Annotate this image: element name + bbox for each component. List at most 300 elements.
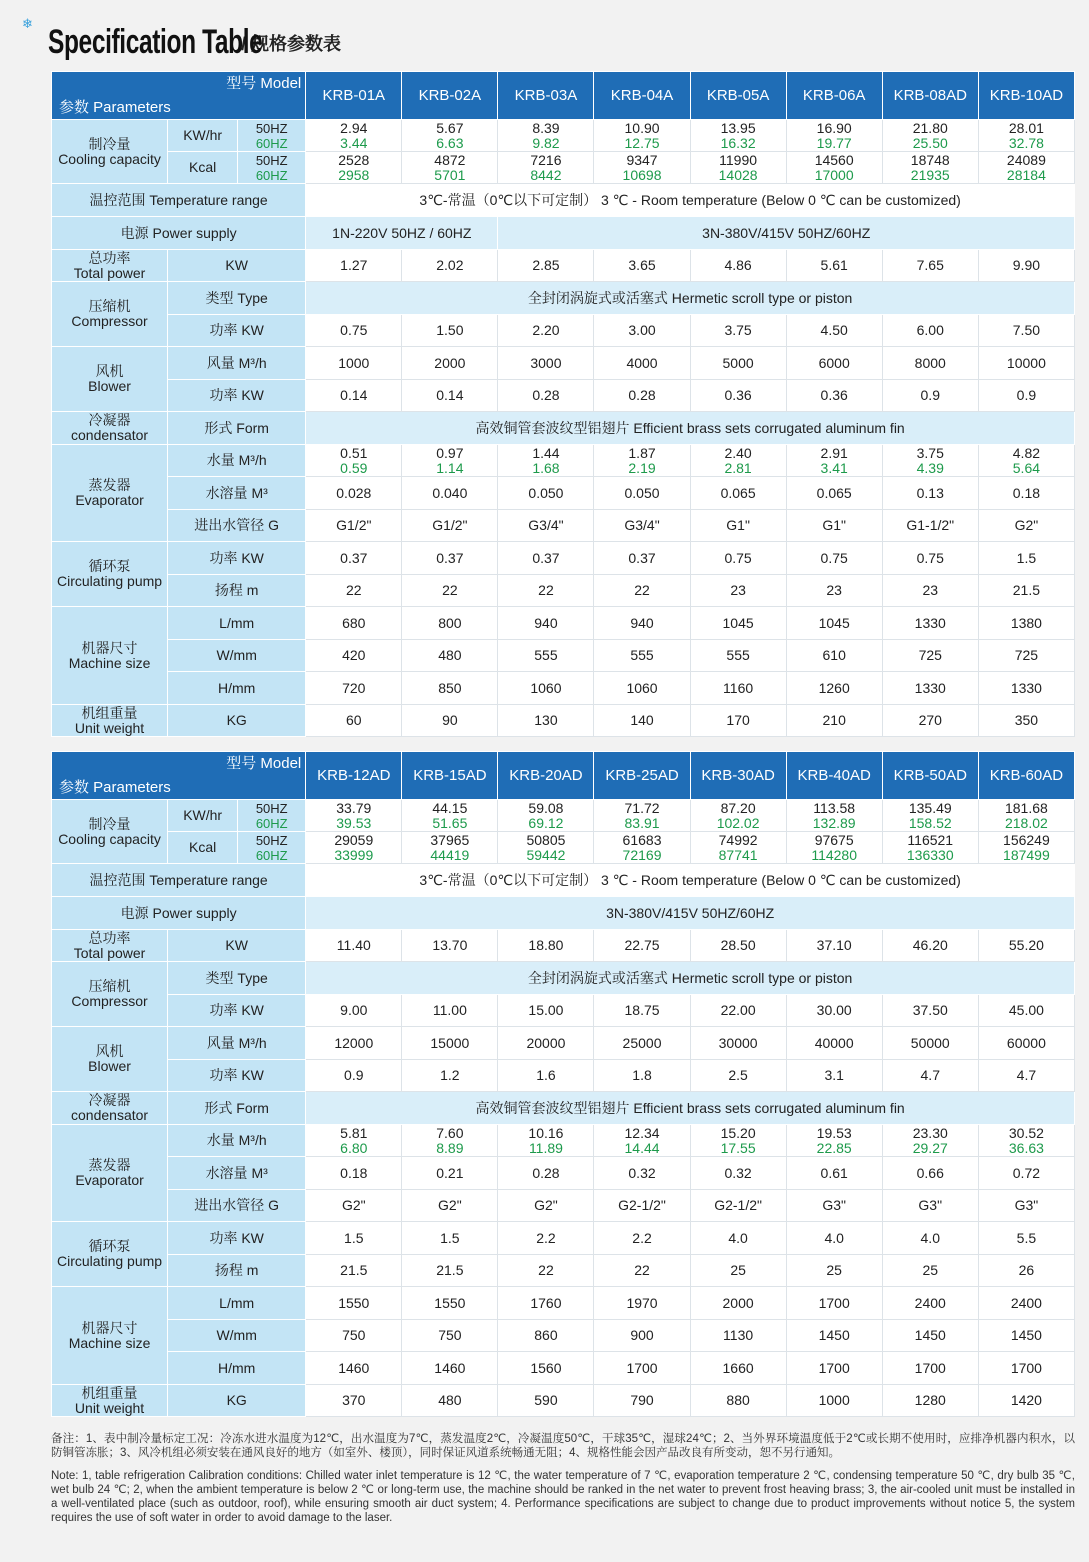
unit-label: KG [168,1385,306,1417]
model-header: KRB-12AD [306,752,402,800]
line-1: 压缩机 [88,298,131,314]
water-volume-cell: 0.28 [498,1157,594,1190]
height-cell: 1330 [978,672,1074,705]
airflow-cell: 25000 [594,1027,690,1060]
weight-cell: 1280 [882,1385,978,1417]
weight-cell: 880 [690,1385,786,1417]
blower-kw-cell: 0.14 [402,380,498,412]
width-cell: 1450 [786,1320,882,1352]
water-flow-cell [594,1125,690,1157]
total-power-cell: 3.65 [594,250,690,282]
unit-label: W/mm [168,640,306,672]
unit-label: H/mm [168,1352,306,1385]
line-1: 冷凝器 [88,1092,131,1108]
model-label: 型号 Model [226,75,302,92]
airflow-cell: 1000 [306,347,402,380]
line-1: 29059 [334,831,374,848]
cooling-kw-cell [498,800,594,832]
width-cell: 725 [882,640,978,672]
line-1: 循环泵 [88,1238,131,1254]
line-2: 187499 [1003,846,1050,863]
height-cell: 1560 [498,1352,594,1385]
length-cell: 940 [594,607,690,640]
cooling-kw-cell [594,800,690,832]
unit-label: H/mm [168,672,306,705]
line-1: 18748 [910,151,950,168]
line-2: 2.81 [724,459,752,476]
line-2: 39.53 [336,814,372,831]
line-1: 74992 [718,831,758,848]
pump-head-cell: 25 [786,1255,882,1287]
table-row [52,1157,1075,1190]
blower-kw-cell: 0.36 [690,380,786,412]
line-2: 1.68 [532,459,560,476]
blower-kw-cell: 1.8 [594,1060,690,1092]
total-power-cell: 37.10 [786,930,882,962]
weight-cell: 140 [594,705,690,737]
line-2: 17000 [814,166,854,183]
pipe-size-cell: G1/2" [402,510,498,542]
unit-label: Kcal [168,832,238,864]
unit-label: 风量 M³/h [168,1027,306,1060]
table-row [52,250,1075,282]
total-power-cell: 2.85 [498,250,594,282]
page-header [22,12,341,62]
height-cell: 1060 [594,672,690,705]
height-cell: 1330 [882,672,978,705]
table-row [52,1060,1075,1092]
line-1: 50805 [526,831,566,848]
line-2: Blower [88,1058,131,1074]
line-1: 14560 [814,151,854,168]
cooling-label [52,800,168,864]
line-2: 114280 [811,846,858,863]
line-2: 60HZ [255,167,288,183]
table-row [52,510,1075,542]
model-header: KRB-06A [786,72,882,120]
pump-head-cell: 26 [978,1255,1074,1287]
total-power-cell: 11.40 [306,930,402,962]
line-2: 5701 [434,166,466,183]
line-1: 116521 [907,831,954,848]
line-1: 5.67 [436,119,464,136]
cooling-kw-cell [498,120,594,152]
pipe-size-cell: G1" [690,510,786,542]
line-2: 36.63 [1008,1139,1044,1156]
water-volume-cell: 0.050 [594,477,690,510]
line-1: 蒸发器 [88,1157,131,1173]
line-1: 4.82 [1012,444,1041,461]
water-flow-cell [402,445,498,477]
pump-kw-cell: 4.0 [690,1222,786,1255]
width-cell: 1450 [978,1320,1074,1352]
total-power-cell: 7.65 [882,250,978,282]
cooling-kw-cell [690,120,786,152]
table-row [52,864,1075,897]
compressor-kw-cell: 45.00 [978,995,1074,1027]
table-row [52,477,1075,510]
model-header: KRB-08AD [882,72,978,120]
blower-kw-cell: 0.28 [498,380,594,412]
compressor-type-value: 全封闭涡旋式或活塞式 Hermetic scroll type or piston [306,962,1075,995]
unit-label: 功率 KW [168,380,306,412]
unit-label: 水量 M³/h [168,1125,306,1157]
line-2: Total power [73,264,146,281]
airflow-cell: 8000 [882,347,978,380]
unit-label: 扬程 m [168,1255,306,1287]
line-2: 21935 [910,166,950,183]
line-2: 3.41 [820,459,848,476]
pipe-size-cell: G2-1/2" [690,1190,786,1222]
line-2: 16.32 [720,134,756,151]
unit-label: KG [168,705,306,737]
weight-cell: 90 [402,705,498,737]
line-2: 158.52 [908,814,952,831]
line-1: 113.58 [813,799,856,816]
cooling-kcal-cell [594,832,690,864]
line-1: 59.08 [528,799,564,816]
line-1: 28.01 [1008,119,1044,136]
pipe-size-cell: G2" [498,1190,594,1222]
size-label [52,1287,168,1385]
weight-cell: 130 [498,705,594,737]
line-1: 50HZ [255,120,288,136]
pipe-size-cell: G2" [402,1190,498,1222]
line-2: 87741 [718,846,758,863]
width-cell: 725 [978,640,1074,672]
line-2: 14.44 [624,1139,660,1156]
water-flow-cell [690,445,786,477]
table-row [52,1190,1075,1222]
line-1: 机器尺寸 [81,1319,138,1336]
line-1: 总功率 [88,929,131,946]
size-label [52,607,168,705]
pipe-size-cell: G2" [306,1190,402,1222]
pump-kw-cell: 0.37 [402,542,498,575]
blower-kw-cell: 3.1 [786,1060,882,1092]
evaporator-label [52,1125,168,1222]
pipe-size-cell: G3/4" [498,510,594,542]
weight-label [52,705,168,737]
airflow-cell: 5000 [690,347,786,380]
weight-cell: 1000 [786,1385,882,1417]
line-1: 8.39 [532,119,560,136]
compressor-kw-cell: 7.50 [978,315,1074,347]
height-cell: 720 [306,672,402,705]
blower-kw-cell: 0.9 [882,380,978,412]
line-2: 2958 [338,166,370,183]
cooling-kcal-cell [402,152,498,184]
pipe-size-cell: G3" [786,1190,882,1222]
pump-head-cell: 22 [498,1255,594,1287]
pump-head-cell: 22 [498,575,594,607]
table-row [52,1255,1075,1287]
line-2: 10698 [622,166,662,183]
line-1: 10.90 [624,119,660,136]
pump-kw-cell: 2.2 [498,1222,594,1255]
line-1: 7.60 [436,1124,464,1141]
model-header: KRB-20AD [498,752,594,800]
airflow-cell: 4000 [594,347,690,380]
line-2: 3.44 [340,134,368,151]
model-header: KRB-25AD [594,752,690,800]
unit-label: 水溶量 M³ [168,477,306,510]
table-row [52,1092,1075,1125]
cooling-kcal-cell [594,152,690,184]
pipe-size-cell: G1-1/2" [882,510,978,542]
type-label: 类型 Type [168,282,306,315]
line-2: Compressor [71,993,148,1009]
weight-label [52,1385,168,1417]
line-2: Compressor [71,313,148,329]
compressor-kw-cell: 9.00 [306,995,402,1027]
line-1: 50HZ [255,832,288,848]
line-1: 21.80 [912,119,948,136]
height-cell: 850 [402,672,498,705]
cooling-kcal-cell [786,832,882,864]
water-flow-cell [786,1125,882,1157]
table-row [52,1125,1075,1157]
form-label: 形式 Form [168,412,306,445]
line-1: 循环泵 [88,558,131,574]
pump-head-cell: 25 [882,1255,978,1287]
line-2: 33999 [334,846,374,863]
length-cell: 940 [498,607,594,640]
length-cell: 1970 [594,1287,690,1320]
table-row [52,1287,1075,1320]
water-volume-cell: 0.21 [402,1157,498,1190]
line-1: 50HZ [255,152,288,168]
model-header: KRB-04A [594,72,690,120]
water-volume-cell: 0.065 [786,477,882,510]
unit-label: 进出水管径 G [168,1190,306,1222]
water-flow-cell [498,445,594,477]
blower-kw-cell: 0.9 [978,380,1074,412]
water-flow-cell [306,1125,402,1157]
pump-kw-cell: 0.75 [882,542,978,575]
pump-kw-cell: 0.75 [786,542,882,575]
compressor-kw-cell: 30.00 [786,995,882,1027]
line-2: Machine size [68,654,151,671]
line-2: 132.89 [812,814,856,831]
temp-label: 温控范围 Temperature range [52,184,306,217]
total-power-cell: 22.75 [594,930,690,962]
model-header: KRB-30AD [690,752,786,800]
total-power-cell: 28.50 [690,930,786,962]
pump-head-cell: 21.5 [402,1255,498,1287]
water-flow-cell [690,1125,786,1157]
line-1: 冷凝器 [88,412,131,428]
table-row [52,347,1075,380]
pipe-size-cell: G3/4" [594,510,690,542]
pipe-size-cell: G1/2" [306,510,402,542]
line-1: 23.30 [912,1124,948,1141]
height-cell: 1700 [882,1352,978,1385]
cooling-kw-cell [978,120,1074,152]
compressor-kw-cell: 6.00 [882,315,978,347]
table-row [52,1352,1075,1385]
table-row [52,995,1075,1027]
compressor-kw-cell: 15.00 [498,995,594,1027]
line-2: 72169 [622,846,662,863]
condenser-form-value: 高效铜管套波纹型铝翅片 Efficient brass sets corrugated aluminum fin [306,412,1075,445]
height-cell: 1060 [498,672,594,705]
model-header: KRB-40AD [786,752,882,800]
line-2: 51.65 [432,814,468,831]
unit-label: KW/hr [168,120,238,152]
blower-label [52,1027,168,1092]
pump-kw-cell: 0.75 [690,542,786,575]
line-1: 44.15 [432,799,468,816]
line-2: 2.19 [628,459,656,476]
pump-kw-cell: 5.5 [978,1222,1074,1255]
water-flow-cell [882,445,978,477]
cooling-kw-cell [306,120,402,152]
cooling-kcal-cell [978,152,1074,184]
line-2: 17.55 [720,1139,756,1156]
power-label: 电源 Power supply [52,897,306,930]
table-row [52,152,1075,184]
line-2: Blower [88,378,131,394]
table-row [52,217,1075,250]
length-cell: 2400 [882,1287,978,1320]
unit-label: KW/hr [168,800,238,832]
hz-label [238,120,306,152]
power-label: 电源 Power supply [52,217,306,250]
unit-label: 风量 M³/h [168,347,306,380]
line-1: 30.52 [1008,1124,1044,1141]
line-1: 50HZ [255,800,288,816]
height-cell: 1660 [690,1352,786,1385]
pipe-size-cell: G2" [978,510,1074,542]
width-cell: 555 [498,640,594,672]
table-row [52,184,1075,217]
table-row [52,832,1075,864]
line-1: 10.16 [528,1124,564,1141]
height-cell: 1460 [306,1352,402,1385]
airflow-cell: 60000 [978,1027,1074,1060]
weight-cell: 60 [306,705,402,737]
line-2: 60HZ [255,847,288,863]
unit-label: 功率 KW [168,315,306,347]
table-row [52,897,1075,930]
compressor-label [52,962,168,1027]
water-volume-cell: 0.61 [786,1157,882,1190]
pump-kw-cell: 1.5 [402,1222,498,1255]
airflow-cell: 40000 [786,1027,882,1060]
line-2: 60HZ [255,135,288,151]
water-volume-cell: 0.18 [306,1157,402,1190]
table-row [52,1385,1075,1417]
line-2: 28184 [1006,166,1046,183]
cooling-kw-cell [786,120,882,152]
total-power-cell: 5.61 [786,250,882,282]
water-volume-cell: 0.72 [978,1157,1074,1190]
table-row [52,542,1075,575]
height-cell: 1160 [690,672,786,705]
blower-kw-cell: 0.9 [306,1060,402,1092]
line-1: 机器尺寸 [81,639,138,656]
compressor-type-value: 全封闭涡旋式或活塞式 Hermetic scroll type or piston [306,282,1075,315]
line-2: 25.50 [912,134,948,151]
airflow-cell: 50000 [882,1027,978,1060]
blower-kw-cell: 1.2 [402,1060,498,1092]
cooling-kcal-cell [690,832,786,864]
water-volume-cell: 0.050 [498,477,594,510]
width-cell: 750 [306,1320,402,1352]
water-flow-cell [978,445,1074,477]
table-row [52,575,1075,607]
width-cell: 555 [690,640,786,672]
snowflake-icon: ❄ [22,16,33,31]
compressor-kw-cell: 4.50 [786,315,882,347]
weight-cell: 480 [402,1385,498,1417]
pump-label [52,1222,168,1287]
water-flow-cell [306,445,402,477]
line-2: condensator [71,427,149,443]
length-cell: 1045 [786,607,882,640]
water-volume-cell: 0.18 [978,477,1074,510]
total-power-cell: 55.20 [978,930,1074,962]
line-2: condensator [71,1107,149,1123]
line-2: 69.12 [528,814,564,831]
line-1: 风机 [95,1043,124,1059]
width-cell: 420 [306,640,402,672]
line-2: Machine size [68,1334,151,1351]
type-label: 类型 Type [168,962,306,995]
compressor-kw-cell: 11.00 [402,995,498,1027]
pump-head-cell: 23 [882,575,978,607]
length-cell: 2000 [690,1287,786,1320]
header-label-cell [52,752,306,800]
cooling-kw-cell [882,120,978,152]
length-cell: 1380 [978,607,1074,640]
unit-label: Kcal [168,152,238,184]
pump-head-cell: 21.5 [306,1255,402,1287]
header-row [52,72,1075,120]
line-2: 5.64 [1012,459,1041,476]
line-1: 总功率 [88,249,131,266]
header-row [52,752,1075,800]
length-cell: 1330 [882,607,978,640]
table-row [52,962,1075,995]
pump-kw-cell: 4.0 [786,1222,882,1255]
compressor-kw-cell: 18.75 [594,995,690,1027]
blower-kw-cell: 0.36 [786,380,882,412]
line-2: 4.39 [916,459,944,476]
unit-label: 水量 M³/h [168,445,306,477]
line-1: 0.51 [340,444,368,461]
line-2: 29.27 [912,1139,948,1156]
cooling-kcal-cell [498,152,594,184]
water-volume-cell: 0.13 [882,477,978,510]
temp-range-value: 3℃-常温（0℃以下可定制） 3 ℃ - Room temperature (Below 0 ℃ can be customized) [306,864,1075,897]
height-cell: 1700 [594,1352,690,1385]
line-1: 1.87 [628,444,656,461]
total-power-cell: 9.90 [978,250,1074,282]
total-power-cell: 13.70 [402,930,498,962]
form-label: 形式 Form [168,1092,306,1125]
blower-kw-cell: 4.7 [882,1060,978,1092]
line-1: 13.95 [720,119,756,136]
params-label: 参数 Parameters [59,99,171,116]
line-2: 14028 [718,166,758,183]
line-2: 6.80 [340,1139,368,1156]
table-row [52,120,1075,152]
line-2: 6.63 [436,134,464,151]
water-flow-cell [594,445,690,477]
length-cell: 800 [402,607,498,640]
